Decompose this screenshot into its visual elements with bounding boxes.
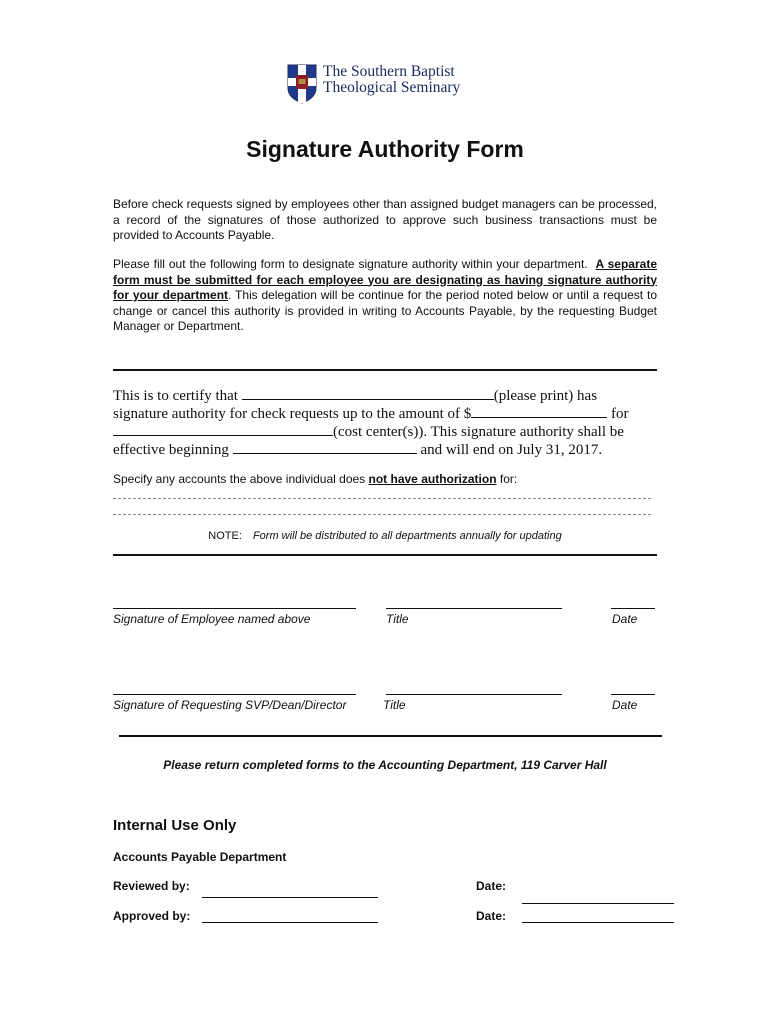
- cert-line-1-end: (please print) has: [493, 388, 598, 404]
- cost-center-field[interactable]: [113, 422, 333, 436]
- director-signature-label: Signature of Requesting SVP/Dean/Director: [113, 698, 347, 712]
- approved-date-line[interactable]: [522, 922, 674, 923]
- exclusions-emphasis: not have authorization: [368, 472, 497, 486]
- internal-use-heading: Internal Use Only: [113, 817, 237, 834]
- approved-by-label: Approved by:: [113, 909, 191, 923]
- note: [0, 530, 770, 542]
- cert-line-2-end: for: [611, 406, 629, 422]
- reviewed-by-line[interactable]: [202, 897, 378, 898]
- cert-line-2-start: signature authority for check requests up to the amount of $: [113, 406, 472, 422]
- seminary-name-line2: Theological Seminary: [323, 79, 461, 96]
- employee-name-field[interactable]: [242, 386, 494, 400]
- director-title-line[interactable]: [386, 694, 562, 695]
- approved-date-label: Date:: [476, 909, 507, 923]
- employee-title-label: Title: [386, 612, 409, 626]
- reviewed-date-label: Date:: [476, 879, 507, 893]
- exclusions-prefix: Specify any accounts the above individual does: [113, 472, 366, 486]
- cert-line-2: [113, 404, 673, 423]
- cert-line-4-end: and will end on July 31, 2017.: [420, 442, 603, 458]
- seminary-name-line1: The Southern Baptist: [323, 63, 455, 80]
- section-divider: [113, 554, 657, 556]
- note-label: NOTE:: [208, 530, 242, 542]
- exclusions-prompt: [113, 472, 517, 486]
- approved-by-line[interactable]: [202, 922, 378, 923]
- effective-date-field[interactable]: [233, 440, 417, 454]
- director-title-label: Title: [383, 698, 406, 712]
- return-instructions: Please return completed forms to the Accounting Department, 119 Carver Hall: [163, 758, 607, 772]
- section-divider: [113, 369, 657, 371]
- cert-line-3-end: (cost center(s)). This signature authority shall be: [333, 424, 624, 440]
- note-text: Form will be distributed to all departments annually for updating: [252, 530, 562, 542]
- reviewed-by-label: Reviewed by:: [113, 879, 190, 893]
- employee-date-line[interactable]: [611, 608, 655, 609]
- employee-signature-line[interactable]: [113, 608, 356, 609]
- cert-line-1-start: This is to certify that: [113, 388, 238, 404]
- intro-paragraph-2-end: . This delegation will be continue for the period noted below or until a request to change or cancel this authority is provided in writing to Accounts Payable, by the requesting Budget Manager or Department.: [113, 288, 657, 333]
- cert-line-4-start: effective beginning: [113, 442, 229, 458]
- cert-line-3: [113, 422, 673, 441]
- intro-paragraph-2-start: Please fill out the following form to designate signature authority within your department.: [113, 257, 588, 271]
- seminary-seal-icon: [287, 64, 317, 104]
- intro-paragraph-1: Before check requests signed by employees other than assigned budget managers can be processed, a record of the signatures of those authorized to approve such business transactions must be provided to Accounts Payable.: [113, 197, 657, 242]
- exclusions-suffix: for:: [499, 472, 518, 486]
- exclusions-line-2[interactable]: [113, 514, 651, 515]
- cert-line-4: [113, 440, 673, 459]
- seminary-logo: [287, 64, 487, 108]
- employee-title-line[interactable]: [386, 608, 562, 609]
- intro-paragraph-2-emphasis: A separate form must be submitted for each employee you are designating as having signature authority for your department: [113, 257, 657, 302]
- intro-paragraph-2: [113, 257, 657, 335]
- employee-signature-label: Signature of Employee named above: [113, 612, 311, 626]
- page-title: Signature Authority Form: [246, 136, 524, 162]
- reviewed-date-line[interactable]: [522, 903, 674, 904]
- exclusions-line-1[interactable]: [113, 498, 651, 499]
- director-date-line[interactable]: [611, 694, 655, 695]
- section-divider: [119, 735, 662, 737]
- accounts-payable-label: Accounts Payable Department: [113, 850, 287, 864]
- cert-line-1: [113, 386, 673, 405]
- director-date-label: Date: [612, 698, 638, 712]
- director-signature-line[interactable]: [113, 694, 356, 695]
- amount-field[interactable]: [471, 404, 607, 418]
- employee-date-label: Date: [612, 612, 638, 626]
